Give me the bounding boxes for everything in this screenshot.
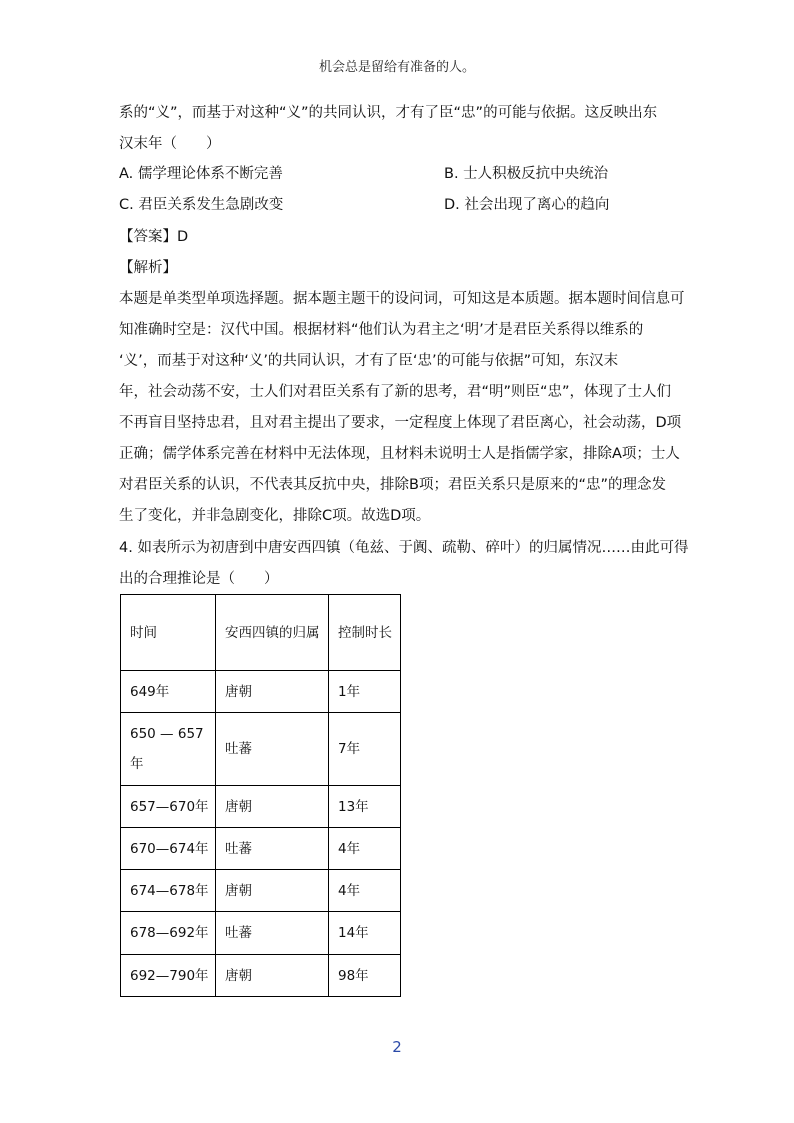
table-cell: 4年	[329, 870, 401, 912]
q3-analysis-line: 年，社会动荡不安，士人们对君臣关系有了新的思考，君“明”则臣“忠”，体现了士人们	[119, 384, 672, 400]
q3-option-b: B. 士人积极反抗中央统治	[444, 166, 609, 182]
table-cell: 吐蕃	[216, 828, 329, 870]
q3-analysis-line: 本题是单类型单项选择题。据本题主题干的设问词，可知这是本质题。据本题时间信息可	[119, 291, 685, 307]
table-header-cell: 控制时长	[329, 595, 401, 671]
table-cell: 唐朝	[216, 671, 329, 713]
table-cell: 678—692年	[121, 912, 216, 955]
q4-stem-line1: 4. 如表所示为初唐到中唐安西四镇（龟兹、于阗、疏勒、碎叶）的归属情况……由此可得	[119, 540, 689, 556]
table-cell: 670—674年	[121, 828, 216, 870]
table-cell: 650 — 657年	[121, 713, 216, 786]
q3-analysis-line: 知准确时空是：汉代中国。根据材料“他们认为君主之‘明’才是君臣关系得以维系的	[119, 322, 644, 338]
table-cell: 14年	[329, 912, 401, 955]
table-cell: 唐朝	[216, 786, 329, 828]
q3-option-a: A. 儒学理论体系不断完善	[119, 166, 283, 182]
table-cell: 4年	[329, 828, 401, 870]
table-cell: 692—790年	[121, 955, 216, 997]
q3-answer: 【答案】D	[119, 229, 189, 245]
q4-stem-line2: 出的合理推论是（ ）	[119, 571, 279, 587]
table-row	[121, 713, 401, 786]
table-row	[121, 828, 401, 870]
table-cell: 674—678年	[121, 870, 216, 912]
table-header-cell: 安西四镇的归属	[216, 595, 329, 671]
q3-analysis-line: 不再盲目坚持忠君，且对君主提出了要求，一定程度上体现了君臣离心，社会动荡，D项	[119, 415, 682, 431]
q3-stem-line1: 系的“义”，而基于对这种“义”的共同认识，才有了臣“忠”的可能与依据。这反映出东	[119, 105, 658, 121]
q3-analysis-line: 对君臣关系的认识，不代表其反抗中央，排除B项；君臣关系只是原来的“忠”的理念发	[119, 477, 666, 493]
q3-option-c: C. 君臣关系发生急剧改变	[119, 197, 284, 213]
q3-analysis-line: 正确；儒学体系完善在材料中无法体现，且材料未说明士人是指儒学家，排除A项；士人	[119, 446, 680, 462]
q3-analysis-label: 【解析】	[119, 260, 177, 276]
q4-table	[120, 594, 401, 997]
table-cell: 吐蕃	[216, 713, 329, 786]
q3-option-d: D. 社会出现了离心的趋向	[444, 197, 610, 213]
table-header-row	[121, 595, 401, 671]
table-cell: 吐蕃	[216, 912, 329, 955]
table-cell: 7年	[329, 713, 401, 786]
table-cell: 1年	[329, 671, 401, 713]
table-cell: 649年	[121, 671, 216, 713]
table-row	[121, 671, 401, 713]
q3-analysis-line: ‘义’，而基于对这种‘义’的共同认识，才有了臣‘忠’的可能与依据”可知，东汉末	[119, 353, 619, 369]
table-header-cell: 时间	[121, 595, 216, 671]
table-cell: 唐朝	[216, 870, 329, 912]
table-cell: 13年	[329, 786, 401, 828]
table-row	[121, 786, 401, 828]
table-row	[121, 912, 401, 955]
table-cell: 657—670年	[121, 786, 216, 828]
table-row	[121, 955, 401, 997]
page-header-motto: 机会总是留给有准备的人。	[318, 60, 475, 75]
q3-analysis-line: 生了变化，并非急剧变化，排除C项。故选D项。	[119, 508, 431, 524]
table-cell: 唐朝	[216, 955, 329, 997]
q3-stem-line2: 汉末年（ ）	[119, 136, 221, 152]
page-number: 2	[392, 1038, 402, 1056]
table-cell: 98年	[329, 955, 401, 997]
table-row	[121, 870, 401, 912]
